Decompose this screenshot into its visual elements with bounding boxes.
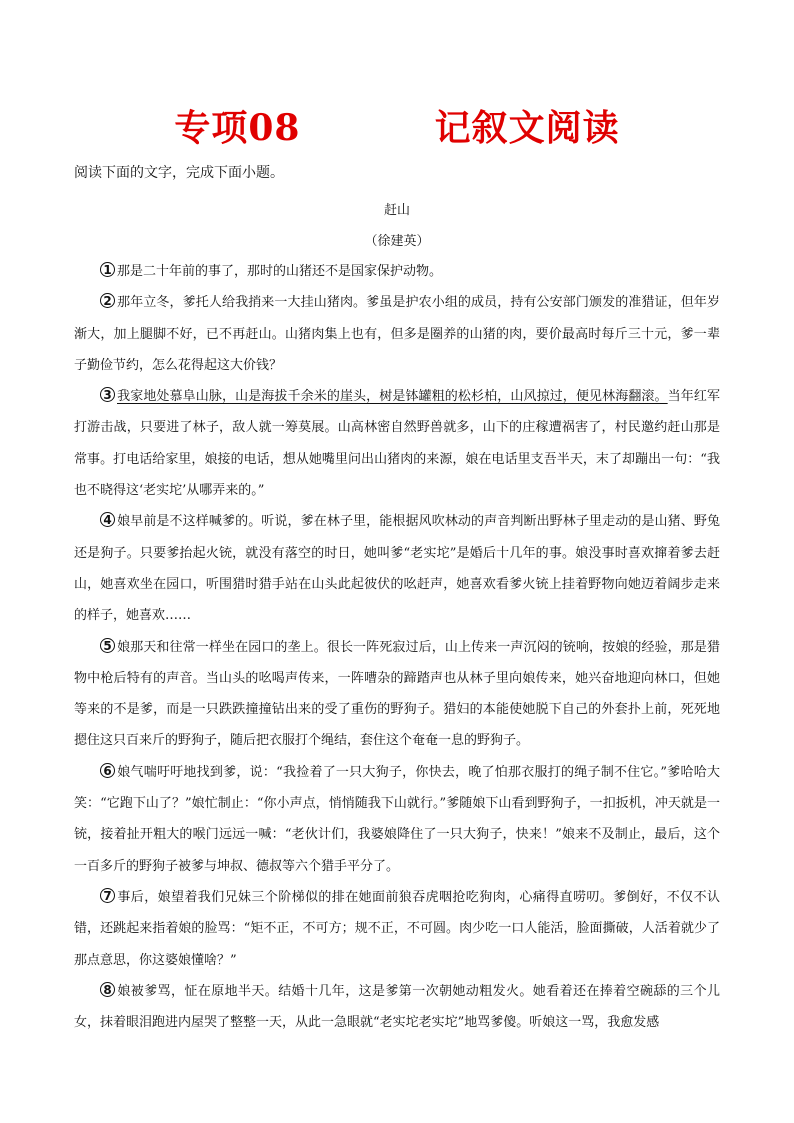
- paragraph-number: 8: [100, 982, 115, 997]
- paragraph-2: [74, 287, 720, 381]
- paragraph-text: 那年立冬，爹托人给我捎来一大挂山猪肉。爹虽是护农小组的成员，持有公安部门颁发的准猎证，但年岁渐大，加上腿脚不好，已不再赶山。山猪肉集上也有，但多是圈养的山猪的肉，要价最高时每斤三十元，爹一辈子勤俭节约，怎么花得起这大价钱？: [74, 295, 720, 373]
- paragraph-text: 娘早前是不这样喊爹的。听说，爹在林子里，能根据风吹林动的声音判断出野林子里走动的是山猪、野兔还是狗子。只要爹抬起火铳，就没有落空的时日，她叫爹“老实坨”是婚后十几年的事。娘没事时喜欢撺着爹去赶山，她喜欢坐在园口，听围猎时猎手站在山头此起彼伏的吆赶声，她喜欢看爹火铳上挂着野物向她迈着阔步走来的样子，她喜欢……: [74, 514, 720, 624]
- story-body: [74, 256, 720, 1038]
- paragraph-8: [74, 976, 720, 1039]
- paragraph-text: 事后，娘望着我们兄妹三个阶梯似的排在她面前狼吞虎咽抢吃狗肉，心痛得直唠叨。爹倒好，不仅不认错，还跳起来指着娘的脸骂：“矩不正，不可方；规不正，不可圆。肉少吃一口人能活，脸面撕破，人活着就少了那点意思，你这婆娘懂啥？”: [74, 889, 720, 968]
- paragraph-3: [74, 381, 720, 506]
- underlined-sentence: 我家地处慕阜山脉，山是海拔千余米的崖头，树是钵罐粗的松杉柏，山风掠过，便见林海翻滚。: [117, 389, 668, 405]
- paragraph-text: 当年红军打游击战，只要进了林子，敌人就一筹莫展。山高林密自然野兽就多，山下的庄稼遭祸害了，村民邀约赶山那是常事。打电话给家里，娘接的电话，想从她嘴里问出山猪肉的来源，娘在电话里支吾半天，末了却蹦出一句：“我也不晓得这‘老实坨’从哪弄来的。”: [74, 389, 720, 499]
- paragraph-5: [74, 632, 720, 757]
- paragraph-number: 4: [100, 512, 115, 527]
- paragraph-number: 7: [100, 888, 115, 903]
- paragraph-7: [74, 882, 720, 976]
- instruction-text: 阅读下面的文字，完成下面小题。: [74, 165, 284, 181]
- paragraph-text: 那是二十年前的事了，那时的山猪还不是国家保护动物。: [117, 264, 443, 279]
- paragraph-number: 3: [100, 387, 115, 402]
- paragraph-number: 5: [100, 638, 115, 653]
- paragraph-4: [74, 506, 720, 631]
- paragraph-text: 娘气喘吁吁地找到爹，说：“我捡着了一只大狗子，你快去，晚了怕那衣服打的绳子制不住它。”爹哈哈大笑：“它跑下山了？”娘忙制止：“你小声点，悄悄随我下山就行。”爹随娘下山看到野狗子，一扣扳机，冲天就是一铳，接着扯开粗大的喉门远远一喊：“老伙计们，我婆娘降住了一只大狗子，快来！”娘来不及制止，最后，这个一百多斤的野狗子被爹与坤叔、德叔等六个猎手平分了。: [74, 764, 720, 874]
- page-title: 专项08 记叙文阅读: [174, 107, 620, 149]
- story-title: 赶山: [383, 203, 410, 218]
- paragraph-number: 6: [100, 763, 115, 778]
- paragraph-text: 娘被爹骂，怔在原地半天。结婚十几年，这是爹第一次朝她动粗发火。她看着还在捧着空碗舔的三个儿女，抹着眼泪跑进内屋哭了整整一天，从此一急眼就“老实坨老实坨”地骂爹傻。听娘这一骂，我愈发感: [74, 983, 720, 1031]
- paragraph-number: 1: [100, 262, 115, 277]
- paragraph-number: 2: [100, 293, 115, 308]
- paragraph-text: 娘那天和往常一样坐在园口的垄上。很长一阵死寂过后，山上传来一声沉闷的铳响，按娘的经验，那是猎物中枪后特有的声音。当山头的吆喝声传来，一阵嘈杂的蹄踏声也从林子里向娘传来，她兴奋地迎向林口，但她等来的不是爹，而是一只跌跌撞撞钻出来的受了重伤的野狗子。猎妇的本能使她脱下自己的外套扑上前，死死地摁住这只百来斤的野狗子，随后把衣服打个绳结，套住这个奄奄一息的野狗子。: [74, 639, 720, 749]
- paragraph-1: [74, 256, 720, 287]
- story-author: （徐建英）: [364, 234, 430, 249]
- paragraph-6: [74, 757, 720, 882]
